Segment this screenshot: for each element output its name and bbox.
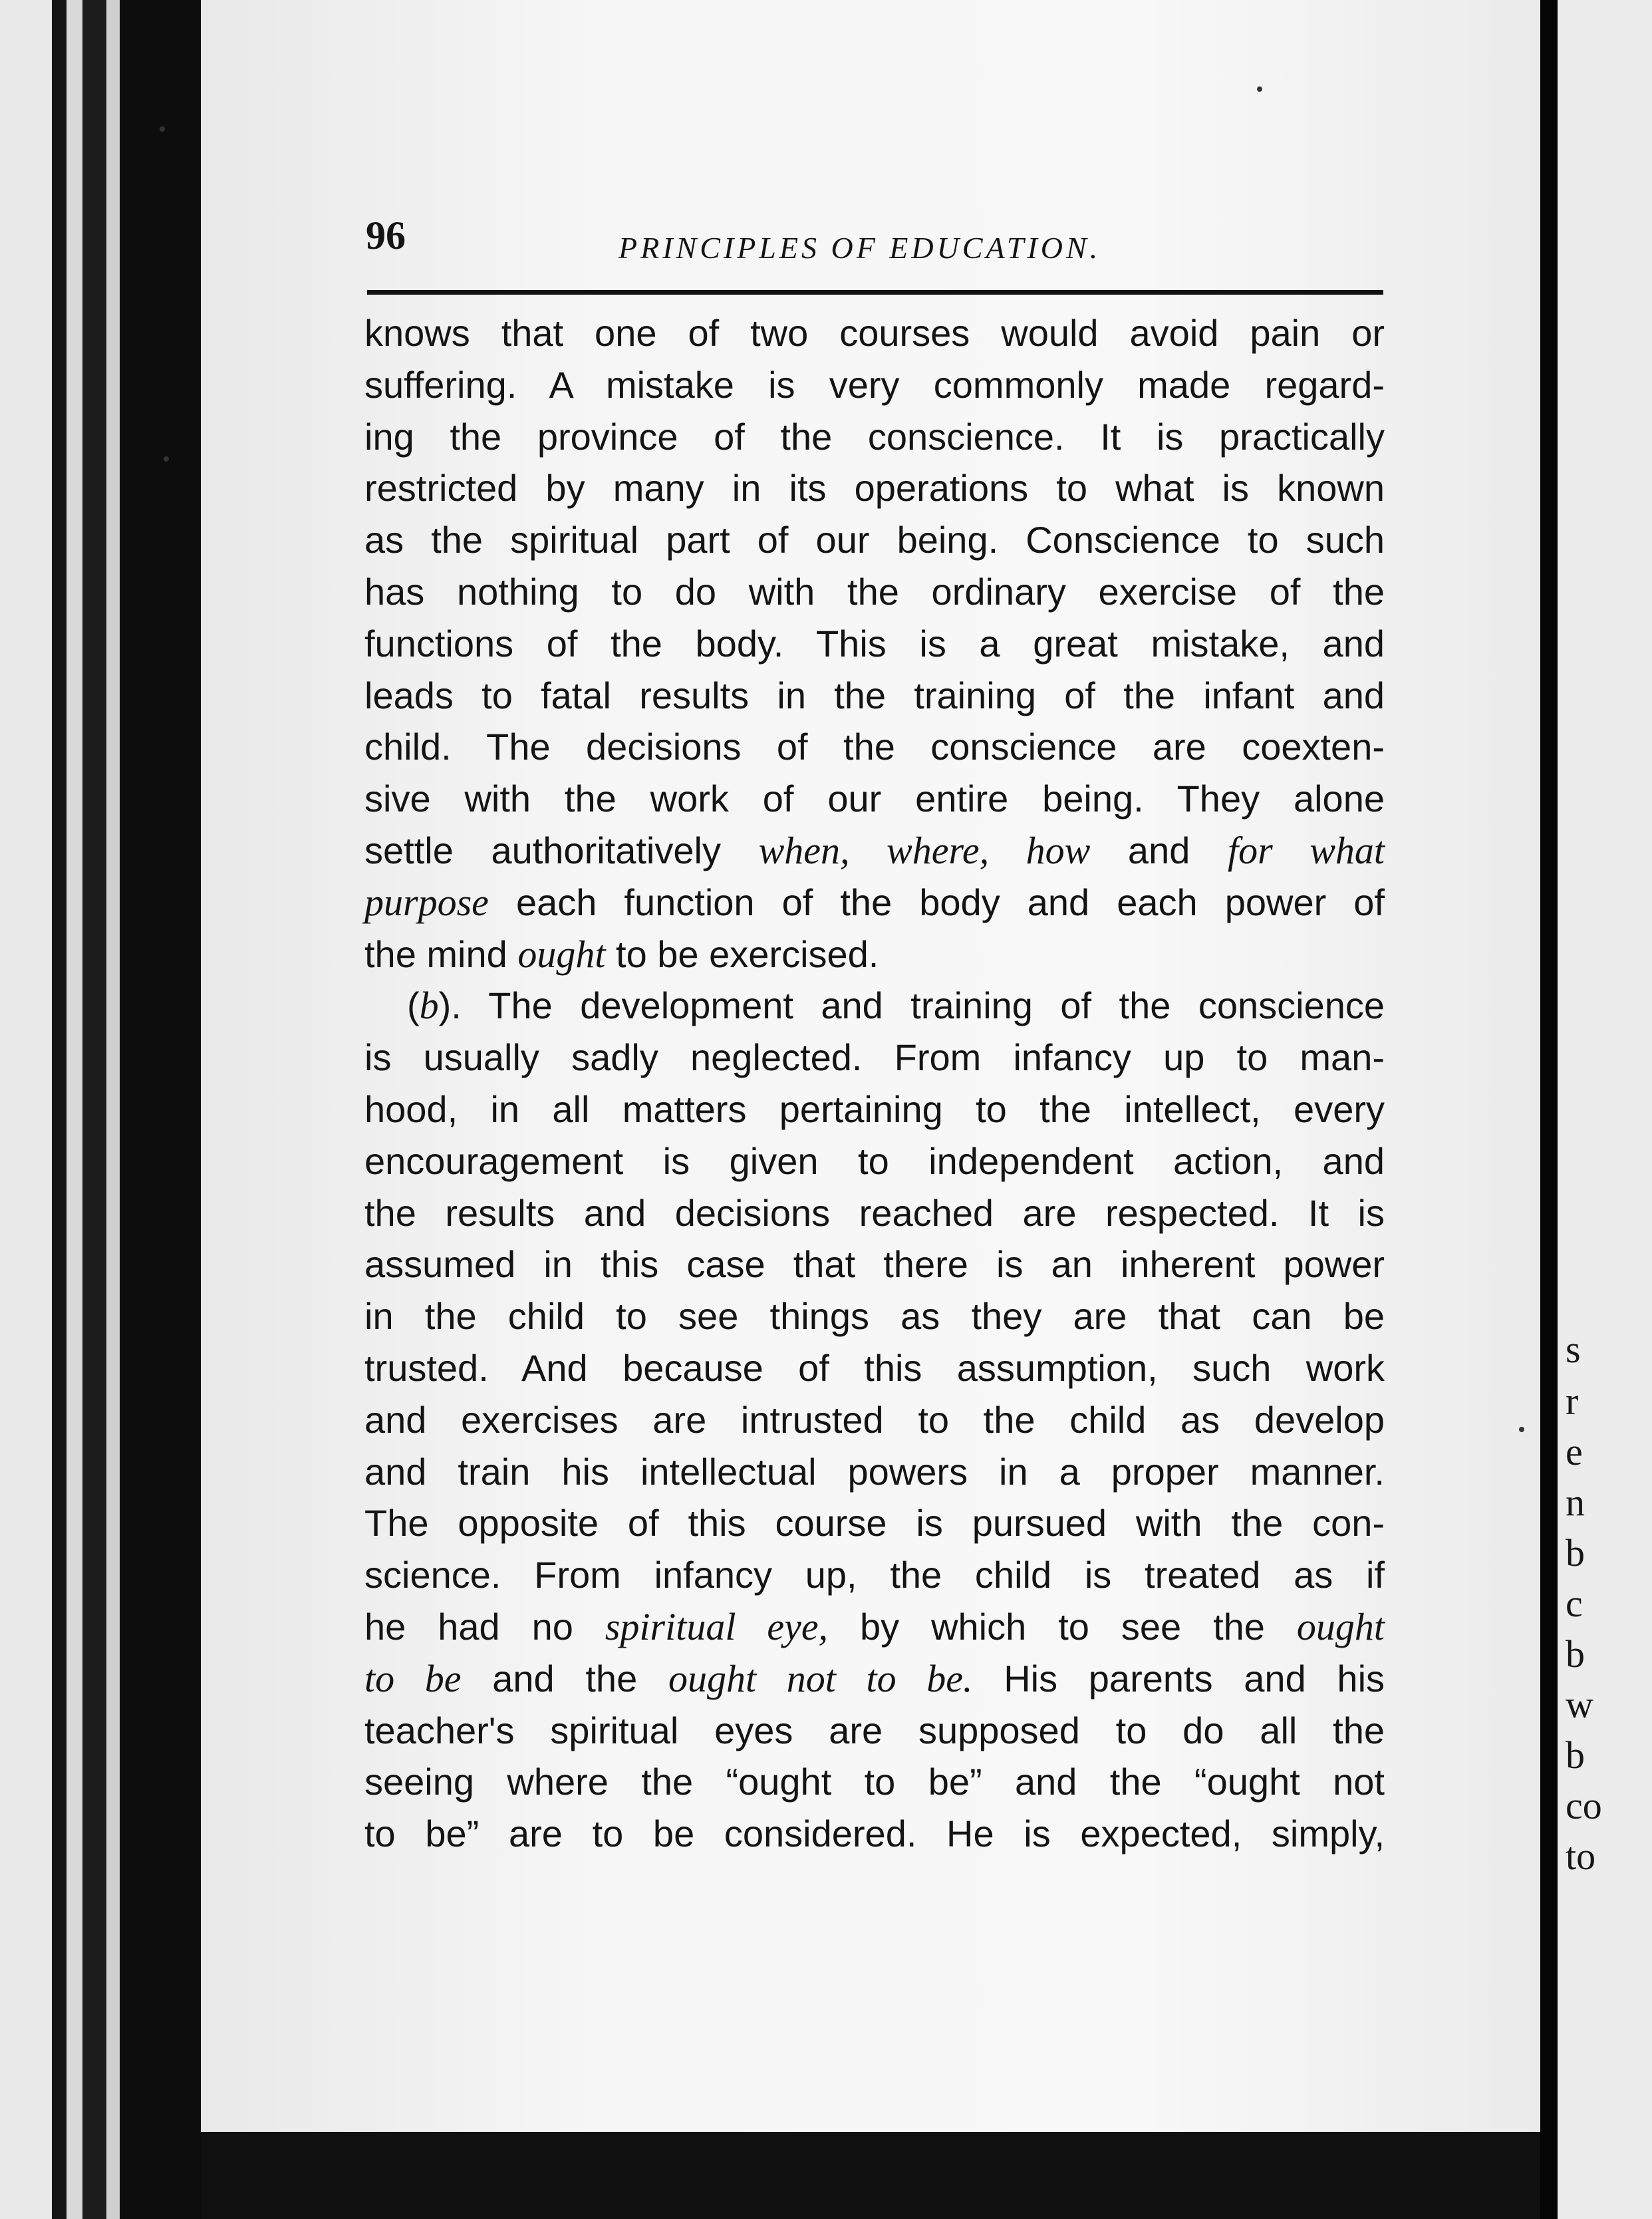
facing-page-fragment: b: [1566, 1733, 1585, 1777]
italic-text: purpose: [364, 880, 489, 924]
text-line: [364, 618, 1385, 670]
text-segment: (: [407, 984, 420, 1027]
text-segment: teacher's spiritual eyes are supposed to do all the: [364, 1709, 1385, 1751]
facing-page-fragment: to: [1566, 1835, 1596, 1878]
text-line: [364, 877, 1385, 929]
text-line: [364, 825, 1385, 877]
text-segment: as the spiritual part of our being. Conscience to such: [364, 519, 1385, 561]
text-segment: to be” are to be considered. He is expected, simply,: [364, 1813, 1385, 1855]
text-line: [364, 1239, 1385, 1290]
text-line: [364, 566, 1385, 618]
page-edge-stack: [82, 0, 106, 2219]
text-segment: seeing where the “ought to be” and the “ought not: [364, 1761, 1385, 1803]
facing-page-fragment: e: [1566, 1430, 1583, 1473]
text-segment: The opposite of this course is pursued with the con-: [364, 1502, 1385, 1545]
text-segment: functions of the body. This is a great mistake, and: [364, 622, 1385, 665]
running-title: PRINCIPLES OF EDUCATION.: [619, 231, 1101, 265]
text-line: [364, 359, 1385, 411]
text-segment: in the child to see things as they are that can be: [364, 1295, 1385, 1338]
text-segment: and exercises are intrusted to the child as develop: [364, 1398, 1385, 1441]
text-segment: has nothing to do with the ordinary exercise of the: [364, 570, 1385, 613]
text-line: [364, 1394, 1385, 1446]
italic-text: when, where, how: [758, 828, 1091, 872]
text-line: [364, 1446, 1385, 1498]
page-edge-stack: [67, 0, 82, 2219]
text-segment: by which to see the: [828, 1605, 1297, 1648]
text-line: [364, 1705, 1385, 1757]
text-segment: restricted by many in its operations to what is known: [364, 467, 1385, 510]
text-segment: trusted. And because of this assumption, such work: [364, 1346, 1385, 1389]
text-line: [364, 1032, 1385, 1084]
facing-page-fragment: s: [1566, 1328, 1581, 1371]
italic-text: ought: [1296, 1604, 1385, 1648]
text-segment: encouragement is given to independent action, and: [364, 1139, 1385, 1182]
facing-page-fragment: w: [1566, 1683, 1593, 1726]
text-line: [364, 1549, 1385, 1601]
facing-page-fragment: n: [1566, 1481, 1585, 1524]
text-segment: to be exercised.: [605, 933, 879, 975]
page-edge-stack: [0, 0, 52, 2219]
text-segment: is usually sadly neglected. From infancy up to man-: [364, 1036, 1385, 1079]
text-line: [364, 307, 1385, 359]
text-segment: hood, in all matters pertaining to the intellect, every: [364, 1088, 1385, 1130]
text-line: [364, 1653, 1385, 1705]
page-number: 96: [366, 214, 406, 257]
italic-text: to be: [364, 1656, 462, 1700]
text-line: [364, 1497, 1385, 1549]
facing-page-fragment: r: [1566, 1380, 1579, 1423]
scan-speck: [160, 126, 165, 132]
header-rule: [367, 290, 1383, 295]
text-segment: suffering. A mistake is very commonly made regard-: [364, 363, 1385, 406]
text-line: [364, 462, 1385, 514]
scan-speck: [1257, 86, 1262, 92]
text-line: [364, 1756, 1385, 1808]
text-line: [364, 1187, 1385, 1239]
text-segment: leads to fatal results in the training of the infant and: [364, 674, 1385, 716]
page-edge-stack: [120, 0, 201, 2219]
text-segment: ). The development and training of the conscience: [438, 984, 1385, 1027]
facing-page-fragment: b: [1566, 1632, 1585, 1676]
italic-text: ought not to be.: [668, 1656, 973, 1700]
text-segment: assumed in this case that there is an inherent power: [364, 1243, 1385, 1286]
facing-page-edge: [1558, 0, 1652, 2219]
page-edge-stack: [52, 0, 67, 2219]
text-segment: settle authoritatively: [364, 829, 759, 871]
text-line: [364, 929, 1385, 980]
italic-text: for what: [1227, 828, 1385, 872]
text-segment: sive with the work of our entire being. They alone: [364, 778, 1385, 820]
running-head: [366, 213, 1383, 266]
text-segment: and train his intellectual powers in a proper manner.: [364, 1450, 1385, 1493]
body-text: [364, 307, 1385, 1860]
text-line: [364, 1808, 1385, 1860]
text-segment: science. From infancy up, the child is treated as if: [364, 1554, 1385, 1596]
italic-text: ought: [517, 932, 606, 976]
text-segment: and the: [461, 1657, 668, 1700]
text-line: [364, 1601, 1385, 1653]
text-segment: he had no: [364, 1605, 605, 1648]
text-line: [364, 1135, 1385, 1187]
text-line: [364, 670, 1385, 722]
scan-speck: [164, 456, 169, 462]
scan-speck: [1519, 1427, 1524, 1432]
text-line: [364, 721, 1385, 773]
text-line: [364, 1084, 1385, 1135]
text-segment: the mind: [364, 933, 518, 975]
text-segment: child. The decisions of the conscience are coexten-: [364, 726, 1385, 768]
text-segment: the results and decisions reached are respected. It is: [364, 1191, 1385, 1234]
page-edge-stack: [106, 0, 120, 2219]
facing-page-fragment: b: [1566, 1531, 1585, 1574]
text-line: [364, 773, 1385, 825]
text-segment: ing the province of the conscience. It is practically: [364, 415, 1385, 458]
text-line: [364, 1342, 1385, 1394]
facing-page-fragment: c: [1566, 1582, 1583, 1625]
italic-text: spiritual eye,: [605, 1604, 829, 1648]
text-segment: His parents and his: [972, 1657, 1385, 1700]
text-line: [364, 411, 1385, 463]
text-segment: and: [1090, 829, 1228, 871]
text-segment: each function of the body and each power of: [488, 881, 1385, 923]
italic-text: b: [419, 984, 439, 1028]
text-line: [364, 1290, 1385, 1342]
text-segment: knows that one of two courses would avoid pain or: [364, 312, 1385, 354]
book-gutter: [1540, 0, 1558, 2219]
scan-bottom-border: [201, 2132, 1540, 2219]
text-line: [364, 514, 1385, 566]
facing-page-fragment: co: [1566, 1784, 1602, 1827]
text-line: [364, 980, 1385, 1032]
